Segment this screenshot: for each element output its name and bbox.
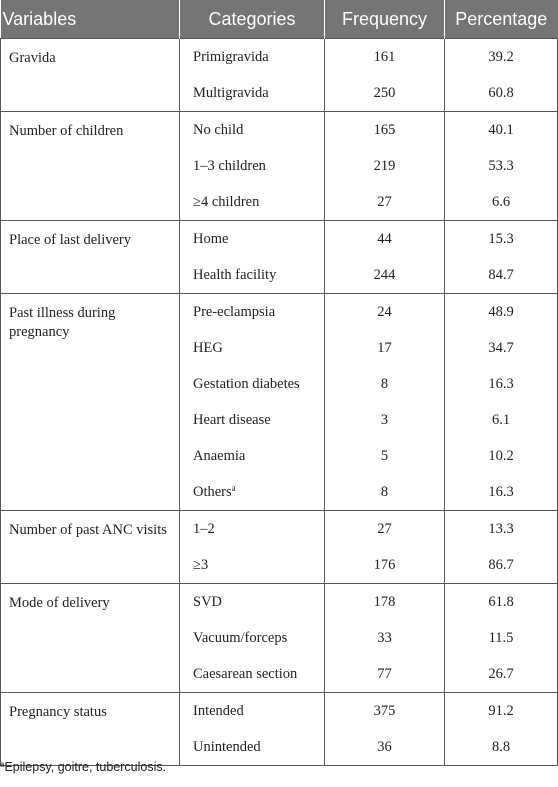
category-cell (180, 729, 325, 766)
percentage-cell: 39.2 (445, 39, 558, 76)
frequency-cell: 165 (325, 112, 445, 149)
percentage-cell: 53.3 (445, 148, 558, 184)
category-cell (180, 402, 325, 438)
frequency-cell: 375 (325, 693, 445, 730)
frequency-cell: 17 (325, 330, 445, 366)
percentage-cell: 6.1 (445, 402, 558, 438)
frequency-cell: 33 (325, 620, 445, 656)
category-cell (180, 620, 325, 656)
category-label: Home (193, 230, 229, 247)
category-label: Intended (193, 702, 244, 719)
table-body (1, 39, 558, 766)
header-categories: Categories (180, 0, 325, 39)
footnote-marker: a (0, 760, 5, 769)
percentage-cell: 86.7 (445, 547, 558, 584)
frequency-cell: 44 (325, 221, 445, 258)
category-label: Primigravida (193, 48, 269, 65)
variable-cell: Place of last delivery (1, 221, 180, 294)
variable-cell: Pregnancy status (1, 693, 180, 766)
percentage-cell: 11.5 (445, 620, 558, 656)
percentage-cell: 40.1 (445, 112, 558, 149)
table-row (1, 221, 558, 258)
variable-cell: Mode of delivery (1, 584, 180, 693)
category-label: ≥4 children (193, 193, 260, 210)
category-label: Health facility (193, 266, 277, 283)
category-cell (180, 584, 325, 621)
category-label: Unintended (193, 738, 261, 755)
footnote-reference: a (231, 483, 236, 493)
category-cell (180, 294, 325, 331)
header-variables: Variables (1, 0, 180, 39)
category-cell (180, 221, 325, 258)
header-row (1, 0, 558, 39)
percentage-cell: 6.6 (445, 184, 558, 221)
category-cell (180, 366, 325, 402)
table-row (1, 511, 558, 548)
category-label: ≥3 (193, 556, 209, 573)
category-label: Heart disease (193, 411, 271, 428)
frequency-cell: 5 (325, 438, 445, 474)
category-label: Gestation diabetes (193, 375, 300, 392)
frequency-cell: 24 (325, 294, 445, 331)
percentage-cell: 48.9 (445, 294, 558, 331)
percentage-cell: 84.7 (445, 257, 558, 294)
frequency-cell: 36 (325, 729, 445, 766)
frequency-cell: 244 (325, 257, 445, 294)
category-cell (180, 547, 325, 584)
table-row (1, 39, 558, 76)
variable-cell: Number of past ANC visits (1, 511, 180, 584)
percentage-cell: 16.3 (445, 474, 558, 511)
percentage-cell: 61.8 (445, 584, 558, 621)
category-cell (180, 112, 325, 149)
category-cell (180, 148, 325, 184)
category-label: 1–3 children (193, 157, 266, 174)
category-cell (180, 257, 325, 294)
frequency-cell: 27 (325, 511, 445, 548)
variable-cell: Past illness during pregnancy (1, 294, 180, 511)
percentage-cell: 13.3 (445, 511, 558, 548)
table-row (1, 112, 558, 149)
category-cell (180, 39, 325, 76)
category-cell (180, 511, 325, 548)
frequency-cell: 8 (325, 474, 445, 511)
table-row (1, 693, 558, 730)
footnote-text: Epilepsy, goitre, tuberculosis. (4, 760, 167, 774)
frequency-cell: 219 (325, 148, 445, 184)
table-header (1, 0, 558, 39)
frequency-cell: 27 (325, 184, 445, 221)
category-label: No child (193, 121, 244, 138)
percentage-cell: 26.7 (445, 656, 558, 693)
category-label: Vacuum/forceps (193, 629, 288, 646)
percentage-cell: 10.2 (445, 438, 558, 474)
table-row (1, 294, 558, 331)
category-label: 1–2 (193, 520, 215, 537)
category-label: Anaemia (193, 447, 246, 464)
percentage-cell: 91.2 (445, 693, 558, 730)
header-percentage: Percentage (445, 0, 558, 39)
variable-cell: Gravida (1, 39, 180, 112)
frequency-cell: 77 (325, 656, 445, 693)
category-label: Pre-eclampsia (193, 303, 276, 320)
frequency-cell: 250 (325, 75, 445, 112)
percentage-cell: 60.8 (445, 75, 558, 112)
frequency-cell: 176 (325, 547, 445, 584)
category-cell (180, 438, 325, 474)
category-label: HEG (193, 339, 223, 356)
category-cell (180, 330, 325, 366)
category-cell (180, 693, 325, 730)
category-cell (180, 75, 325, 112)
variable-cell: Number of children (1, 112, 180, 221)
category-label: SVD (193, 593, 223, 610)
percentage-cell: 15.3 (445, 221, 558, 258)
percentage-cell: 8.8 (445, 729, 558, 766)
frequency-cell: 3 (325, 402, 445, 438)
frequency-cell: 8 (325, 366, 445, 402)
percentage-cell: 34.7 (445, 330, 558, 366)
table-footnote (0, 760, 166, 774)
category-label: Multigravida (193, 84, 269, 101)
category-label: Caesarean section (193, 665, 298, 682)
table-row (1, 584, 558, 621)
category-label: Others (193, 484, 232, 500)
category-cell (180, 474, 325, 511)
frequency-cell: 178 (325, 584, 445, 621)
percentage-cell: 16.3 (445, 366, 558, 402)
header-frequency: Frequency (325, 0, 445, 39)
category-cell (180, 184, 325, 221)
frequency-cell: 161 (325, 39, 445, 76)
category-cell (180, 656, 325, 693)
